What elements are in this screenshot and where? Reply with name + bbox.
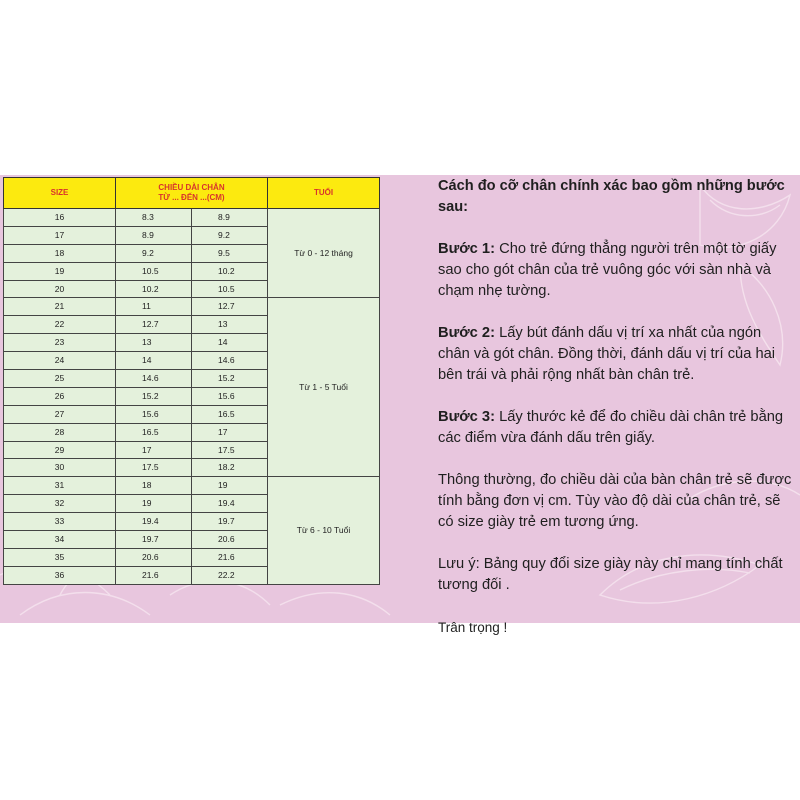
length-to-cell: 9.2 [192, 226, 268, 244]
step-1 [438, 239, 796, 302]
size-cell: 20 [4, 280, 116, 298]
table-row [4, 477, 380, 495]
step-1-text: Cho trẻ đứng thẳng người trên một tờ giấy sao cho gót chân của trẻ vuông góc với sàn nhà và chạm nhẹ tường. [438, 241, 777, 299]
length-from-cell: 15.6 [116, 405, 192, 423]
length-to-cell: 10.2 [192, 262, 268, 280]
length-from-cell: 19 [116, 495, 192, 513]
length-to-cell: 15.2 [192, 370, 268, 388]
length-from-cell: 8.3 [116, 209, 192, 227]
size-cell: 17 [4, 226, 116, 244]
length-to-cell: 8.9 [192, 209, 268, 227]
foot-length-header-line2: TỪ ... ĐẾN ...(CM) [158, 193, 225, 202]
step-1-label: Bước 1: [438, 241, 495, 257]
size-cell: 18 [4, 244, 116, 262]
length-to-cell: 17.5 [192, 441, 268, 459]
length-to-cell: 15.6 [192, 387, 268, 405]
length-from-cell: 21.6 [116, 566, 192, 584]
length-from-cell: 10.5 [116, 262, 192, 280]
size-cell: 27 [4, 405, 116, 423]
age-group-cell: Từ 0 - 12 tháng [268, 209, 380, 298]
size-cell: 31 [4, 477, 116, 495]
length-from-cell: 9.2 [116, 244, 192, 262]
size-cell: 33 [4, 513, 116, 531]
length-to-cell: 17 [192, 423, 268, 441]
length-to-cell: 10.5 [192, 280, 268, 298]
length-to-cell: 19.4 [192, 495, 268, 513]
size-cell: 26 [4, 387, 116, 405]
length-from-cell: 12.7 [116, 316, 192, 334]
size-cell: 29 [4, 441, 116, 459]
size-cell: 16 [4, 209, 116, 227]
size-cell: 25 [4, 370, 116, 388]
step-3-label: Bước 3: [438, 409, 495, 425]
step-3-text: Lấy thước kẻ để đo chiều dài chân trẻ bằng các điểm vừa đánh dấu trên giấy. [438, 409, 784, 446]
length-from-cell: 11 [116, 298, 192, 316]
step-2-label: Bước 2: [438, 325, 495, 341]
table-row [4, 209, 380, 227]
length-to-cell: 21.6 [192, 548, 268, 566]
length-to-cell: 12.7 [192, 298, 268, 316]
size-column-header: SIZE [4, 178, 116, 209]
length-from-cell: 18 [116, 477, 192, 495]
length-from-cell: 8.9 [116, 226, 192, 244]
length-to-cell: 13 [192, 316, 268, 334]
length-from-cell: 17.5 [116, 459, 192, 477]
length-to-cell: 22.2 [192, 566, 268, 584]
age-group-cell: Từ 6 - 10 Tuổi [268, 477, 380, 584]
length-to-cell: 20.6 [192, 531, 268, 549]
closing-text: Trân trọng ! [438, 620, 508, 635]
length-from-cell: 14 [116, 352, 192, 370]
size-cell: 23 [4, 334, 116, 352]
size-cell: 19 [4, 262, 116, 280]
foot-length-header-line1: CHIỀU DÀI CHÂN [158, 183, 225, 192]
size-guide-banner [0, 175, 800, 635]
size-cell: 32 [4, 495, 116, 513]
size-cell: 28 [4, 423, 116, 441]
length-to-cell: 18.2 [192, 459, 268, 477]
foot-length-column-header [116, 178, 268, 209]
measuring-instructions [438, 176, 796, 638]
instructions-intro: Cách đo cỡ chân chính xác bao gồm những bước sau: [438, 178, 785, 215]
size-table-body [4, 209, 380, 585]
disclaimer-note: Lưu ý: Bảng quy đổi size giày này chỉ mang tính chất tương đối . [438, 556, 783, 593]
length-from-cell: 13 [116, 334, 192, 352]
age-group-cell: Từ 1 - 5 Tuổi [268, 298, 380, 477]
measurement-note: Thông thường, đo chiều dài của bàn chân trẻ sẽ được tính bằng đơn vị cm. Tùy vào độ dài của chân trẻ, sẽ có size giày trẻ em tương ứng. [438, 472, 792, 530]
size-cell: 35 [4, 548, 116, 566]
length-to-cell: 9.5 [192, 244, 268, 262]
step-2 [438, 323, 796, 386]
step-3 [438, 407, 796, 449]
step-2-text: Lấy bút đánh dấu vị trí xa nhất của ngón chân và gót chân. Đồng thời, đánh dấu vị trí của hai bên trái và phải rộng nhất bàn chân trẻ. [438, 325, 776, 383]
age-column-header: TUỔI [268, 178, 380, 209]
length-from-cell: 15.2 [116, 387, 192, 405]
length-from-cell: 17 [116, 441, 192, 459]
length-from-cell: 19.7 [116, 531, 192, 549]
length-from-cell: 10.2 [116, 280, 192, 298]
length-from-cell: 14.6 [116, 370, 192, 388]
length-to-cell: 14.6 [192, 352, 268, 370]
length-to-cell: 19.7 [192, 513, 268, 531]
length-to-cell: 16.5 [192, 405, 268, 423]
table-header-row [4, 178, 380, 209]
size-chart-table [3, 177, 380, 585]
size-cell: 21 [4, 298, 116, 316]
size-cell: 34 [4, 531, 116, 549]
length-from-cell: 16.5 [116, 423, 192, 441]
table-row [4, 298, 380, 316]
length-from-cell: 19.4 [116, 513, 192, 531]
length-to-cell: 14 [192, 334, 268, 352]
size-cell: 22 [4, 316, 116, 334]
size-cell: 30 [4, 459, 116, 477]
size-cell: 36 [4, 566, 116, 584]
length-to-cell: 19 [192, 477, 268, 495]
size-cell: 24 [4, 352, 116, 370]
length-from-cell: 20.6 [116, 548, 192, 566]
